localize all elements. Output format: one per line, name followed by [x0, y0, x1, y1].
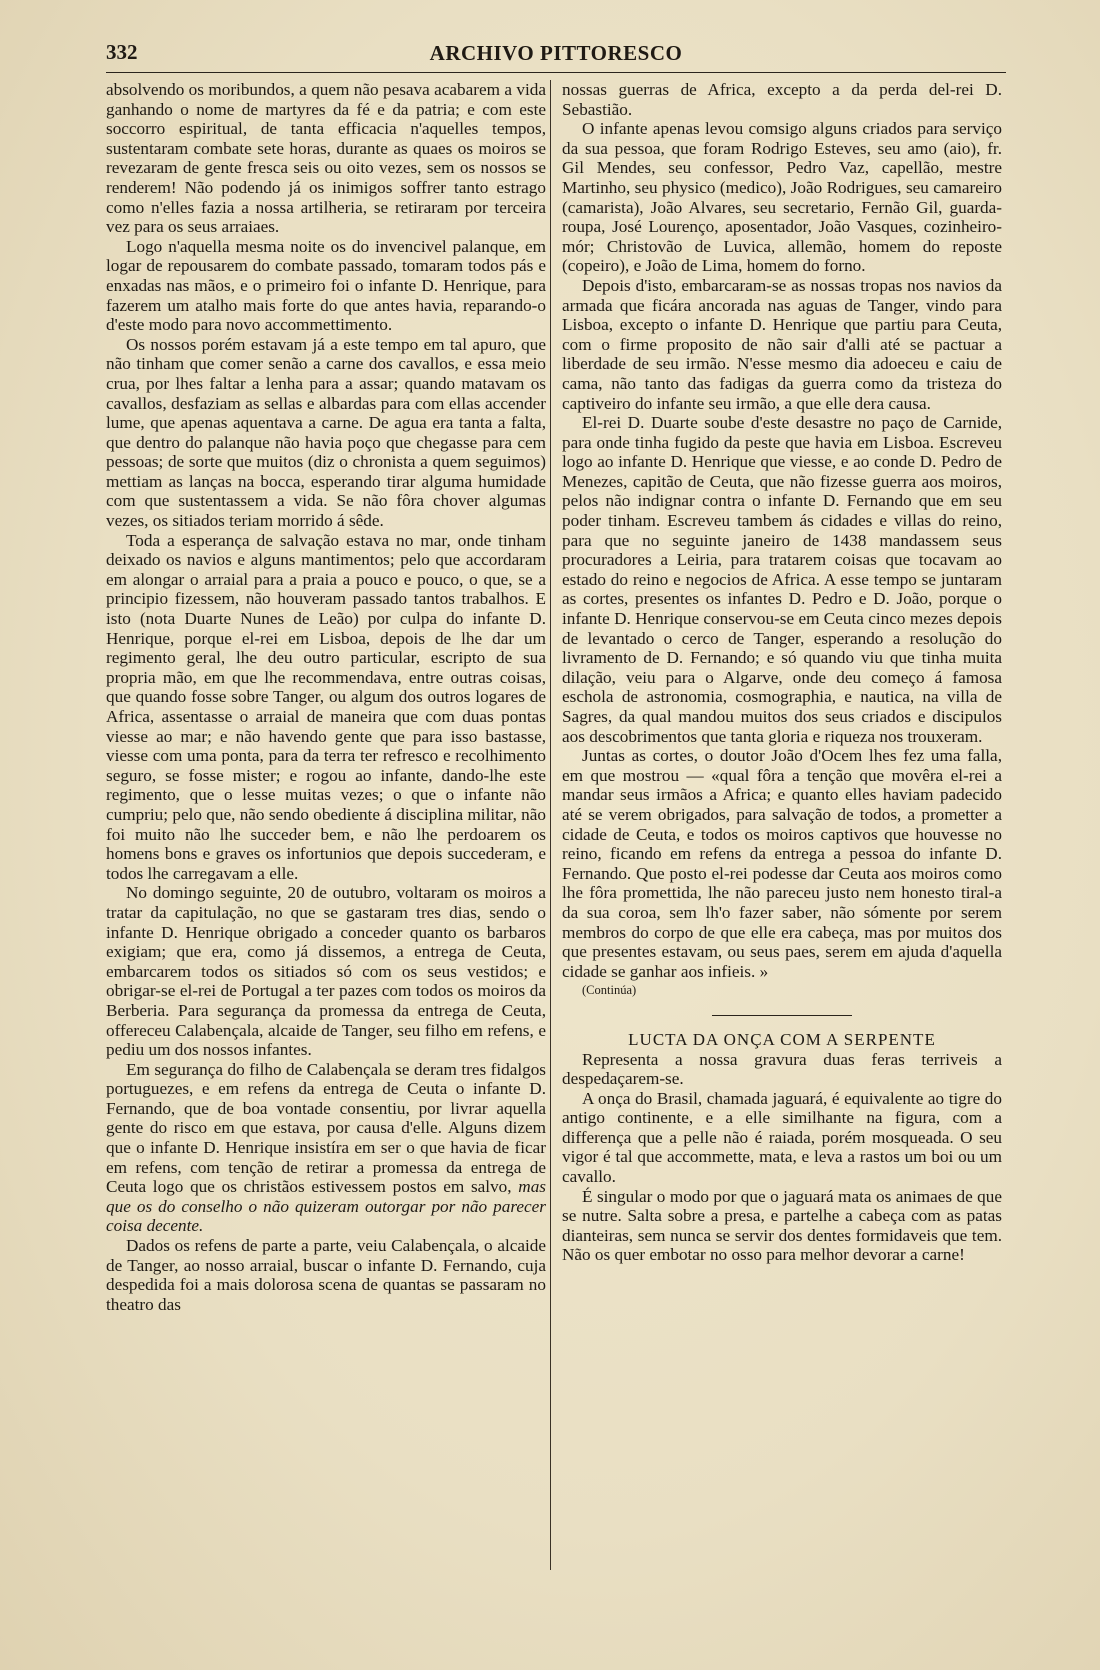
italic-quote: mas que os do conselho o não quizeram outorgar por não parecer coisa decente.	[106, 1177, 546, 1236]
paragraph: No domingo seguinte, 20 de outubro, voltaram os moiros a tratar da capitulação, no que se gastaram tres dias, sendo o infante D. Henrique obrigado a conceder quanto os barbaros exigiam; que era, como já dissemos, a entrega de Ceuta, embarcarem todos os sitiados só com os seus vestidos; e obrigar-se el-rei de Portugal a ter pazes com todos os moiros da Berberia. Para segurança da promessa da entrega de Ceuta, offereceu Calabençala, alcaide de Tanger, seu filho em refens, e pediu um dos nossos infantes.	[106, 883, 546, 1060]
paragraph: El-rei D. Duarte soube d'este desastre no paço de Carnide, para onde tinha fugido da peste que havia em Lisboa. Escreveu logo ao infante D. Henrique que viesse, e ao conde D. Pedro de Menezes, capitão de Ceuta, que não fizesse guerra aos moiros, pelos não indignar contra o infante D. Fernando que em seu poder tinham. Escreveu tambem ás cidades e villas do reino, para que no seguinte janeiro de 1438 mandassem seus procuradores a Leiria, para tratarem coisas que tocavam ao estado do reino e negocios de Africa. A esse tempo se juntaram as cortes, presentes os infantes D. Pedro e D. João, porque o infante D. Henrique conservou-se em Ceuta cinco mezes depois de levantado o cerco de Tanger, esperando a resolução do livramento de D. Fernando; e só quando viu que tinha muita dilação, veiu para o Algarve, onde deu começo á famosa eschola de astronomia, cosmographia, e nautica, na villa de Sagres, da qual mandou muitos dos seus criados e discipulos aos descobrimentos que tanta gloria e riqueza nos trouxeram.	[562, 413, 1002, 746]
paragraph: É singular o modo por que o jaguará mata os animaes de que se nutre. Salta sobre a presa, e partelhe a cabeça com as patas dianteiras, sem nunca se servir dos dentes formidaveis que tem. Não os quer embotar no osso para melhor devorar a carne!	[562, 1186, 1002, 1265]
paragraph: Dados os refens de parte a parte, veiu Calabençala, o alcaide de Tanger, ao nosso arraial, buscar o infante D. Fernando, cuja despedida foi a mais dolorosa scena de quantas se passaram no theatro das	[106, 1236, 546, 1314]
paragraph: Juntas as cortes, o doutor João d'Ocem lhes fez uma falla, em que mostrou — «qual fôra a tenção que movêra el-rei a mandar seus irmãos a Africa; e quanto elles haviam padecido até se verem obrigados, para salvação de todos, a prometter a cidade de Ceuta, e todos os moiros captivos que houvesse no reino, ficando em refens da entrega a pessoa do infante D. Fernando. Que posto el-rei podesse dar Ceuta aos moiros como lhe fôra promettida, lhe não pareceu justo nem honesto tiral-a da sua coroa, sem lh'o fazer saber, não sómente por serem membros do corpo de que elle era cabeça, mas por muitos dos que presentes estavam, ou seus paes, serem em ajuda d'aquella cidade se ganhar aos infieis. »	[562, 746, 1002, 981]
section-separator	[712, 1015, 852, 1016]
page-header	[106, 38, 1006, 73]
paragraph: O infante apenas levou comsigo alguns criados para serviço da sua pessoa, que foram Rodrigo Esteves, seu amo (aio), fr. Gil Mendes, seu confessor, Pedro Vaz, capellão, mestre Martinho, seu physico (medico), João Rodrigues, seu camareiro (camarista), João Alvares, seu secretario, Fernão Gil, guarda-roupa, José Lourenço, aposentador, João Vasques, cozinheiro-mór; Christovão de Luvica, allemão, homem do reposte (copeiro), e João de Lima, homem do forno.	[562, 119, 1002, 276]
paragraph: nossas guerras de Africa, excepto a da perda del-rei D. Sebastião.	[562, 80, 1002, 119]
paragraph-text: Em segurança do filho de Calabençala se deram tres fidalgos portuguezes, e em refens da entrega de Ceuta o infante D. Fernando, que de boa vontade consentiu, por livrar aquella gente do risco em que estava, por causa d'elle. Alguns dizem que o infante D. Henrique insistíra em ser o que havia de ficar em refens, com tenção de retirar a promessa da entrega de Ceuta logo que os christãos estivessem postos em salvo,	[106, 1059, 546, 1197]
continua-note: (Continúa)	[582, 983, 637, 998]
paragraph: A onça do Brasil, chamada jaguará, é equivalente ao tigre do antigo continente, e a elle similhante na figura, com a differença que a pelle não é raiada, porém mosqueada. O seu vigor é tal que accommette, mata, e leva a rastos um boi ou um cavallo.	[562, 1088, 1002, 1187]
paragraph: Toda a esperança de salvação estava no mar, onde tinham deixado os navios e alguns mantimentos; pelo que accordaram em alongar o arraial para a praia a pouco e pouco, o que, se a principio fizessem, não houveram passado tantos trabalhos. E isto (nota Duarte Nunes de Leão) por culpa do infante D. Henrique, porque el-rei em Lisboa, depois de lhe dar um regimento geral, lhe deu outro particular, escripto de sua propria mão, em que lhe recommendava, entre outras coisas, que quando fosse sobre Tanger, ou algum dos outros logares de Africa, assentasse o arraial de maneira que com duas pontas viesse ao mar; e não havendo gente que para isso bastasse, viesse com uma ponta, para da terra ter refresco e recolhimento seguro, se fosse mister; e rogou ao infante, dando-lhe este regimento, que o lesse muitas vezes; o que o infante não cumpriu; pelo que, não sendo obediente á disciplina militar, não foi muito não lhe succeder bem, e não lhe perdoarem os homens bons e graves os infortunios que depois succederam, e todos lhe carregavam a elle.	[106, 530, 546, 883]
paragraph	[106, 1060, 546, 1236]
section-title: LUCTA DA ONÇA COM A SERPENTE	[628, 1029, 936, 1049]
paragraph: Depois d'isto, embarcaram-se as nossas tropas nos navios da armada que ficára ancorada nas aguas de Tanger, vindo para Lisboa, excepto o infante D. Henrique que partiu para Ceuta, com o firme proposito de não sair d'alli até se pactuar a liberdade de seu irmão. N'esse mesmo dia adoeceu e caiu de cama, não tanto das fadigas da guerra como da tristeza do captiveiro do infante seu irmão, a que elle dera causa.	[562, 275, 1002, 413]
journal-title: ARCHIVO PITTORESCO	[429, 41, 683, 65]
left-column	[106, 80, 546, 1314]
paragraph: Logo n'aquella mesma noite os do invencivel palanque, em logar de repousarem do combate passado, tomaram todos pás e enxadas nas mãos, e o primeiro foi o infante D. Henrique, para fazerem um atalho mais forte do que antes havia, reparando-o d'este modo para novo accommettimento.	[106, 236, 546, 335]
page-number: 332	[106, 40, 138, 64]
paragraph: Os nossos porém estavam já a este tempo em tal apuro, que não tinham que comer senão a carne dos cavallos, e essa meio crua, por lhes faltar a lenha para a assar; quando matavam os cavallos, desfaziam as sellas e albardas para com ellas accender lume, que apenas aquentava a carne. De agua era tanta a falta, que dentro do palanque não havia poço que chegasse para cem pessoas; de sorte que muitos (diz o chronista a quem seguimos) mettiam as lanças na bocca, esperando tirar alguma humidade com que sustentassem a vida. Se não fôra chover algumas vezes, os sitiados teriam morrido á sêde.	[106, 334, 546, 531]
right-column	[562, 80, 1002, 1265]
paragraph: Representa a nossa gravura duas feras terriveis a despedaçarem-se.	[562, 1049, 1002, 1089]
paragraph: absolvendo os moribundos, a quem não pesava acabarem a vida ganhando o nome de martyres da fé e da patria; e com este soccorro espiritual, de tanta efficacia n'aquelles tempos, sustentaram combate sete horas, durante as quaes os moiros se revezaram de gente fresca seis ou oito vezes, sem os nossos se renderem! Não podendo já os inimigos soffrer tanto estrago como n'elles fazia a nossa artilheria, se retiraram por terceira vez para os seus arraiaes.	[106, 80, 546, 237]
column-divider	[550, 80, 551, 1570]
